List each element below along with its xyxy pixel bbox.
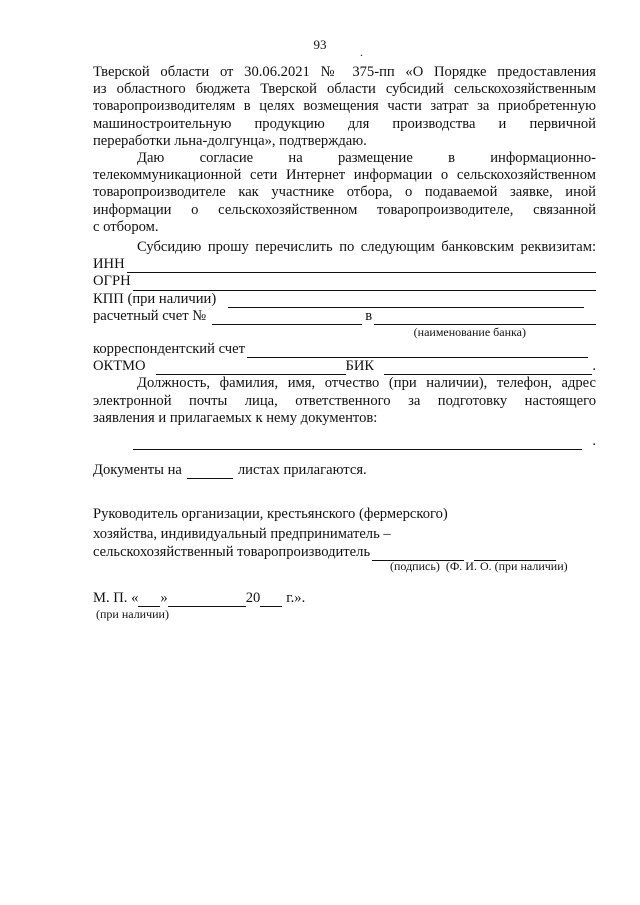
sheets-count-field[interactable] (187, 466, 233, 479)
paragraph-2-line: с отбором. (93, 218, 159, 235)
account-row (93, 308, 596, 325)
signature-line-3: сельскохозяйственный товаропроизводитель (93, 544, 371, 560)
responsible-person-field[interactable] (133, 437, 582, 450)
decorative-dot: . (360, 45, 363, 59)
period: . (592, 433, 596, 450)
year-field[interactable] (260, 594, 282, 607)
documents-row (93, 462, 596, 479)
documents-suffix: листах прилагаются. (237, 462, 367, 479)
stamp-caption: (при наличии) (96, 607, 169, 621)
ogrn-label: ОГРН (93, 273, 131, 290)
bank-caption-row (93, 325, 596, 339)
paragraph-2-line: товаропроизводителе как участнике отбора, о подаваемой заявке, иной (93, 184, 596, 201)
mp-label: М. П. « (93, 590, 139, 606)
paragraph-3-line: электронной почты лица, ответственного за подготовку настоящего (93, 392, 596, 409)
bik-field[interactable] (384, 362, 592, 375)
oktmo-field[interactable] (156, 362, 346, 375)
ogrn-row (93, 273, 596, 290)
signature-caption (390, 559, 568, 573)
signature-line-1: Руководитель организации, крестьянского (фермерского) (93, 506, 448, 522)
account-field[interactable] (212, 312, 362, 325)
year-prefix: 20 (245, 590, 261, 606)
bank-caption: (наименование банка) (413, 325, 526, 340)
documents-label: Документы на (93, 462, 182, 479)
paragraph-1-line: из областного бюджета Тверской области субсидий сельскохозяйственным (93, 81, 596, 98)
oktmo-label: ОКТМО (93, 358, 146, 375)
kpp-field[interactable] (228, 295, 584, 308)
corr-account-row (93, 341, 596, 358)
stamp-date-row (93, 590, 305, 607)
paragraph-1-line: машиностроительную продукцию для производства и первичной (93, 115, 596, 132)
account-label: расчетный счет № (93, 307, 207, 324)
month-field[interactable] (168, 594, 246, 607)
paragraph-1-line: Тверской области от 30.06.2021 № 375-пп «О Порядке предоставления (93, 64, 596, 80)
signature-line-2: хозяйства, индивидуальный предприниматель – (93, 526, 391, 542)
kpp-label: КПП (при наличии) (93, 290, 217, 307)
ogrn-field[interactable] (133, 278, 596, 291)
caption-name: (Ф. И. О. (при наличии) (445, 559, 568, 573)
responsible-person-row (93, 433, 596, 450)
year-suffix: г.». (286, 590, 306, 606)
day-field[interactable] (138, 594, 160, 607)
bik-label: БИК (345, 358, 375, 375)
paragraph-1-line: переработки льна-долгунца», подтверждаю. (93, 132, 367, 149)
document-body (93, 64, 596, 479)
oktmo-row (93, 358, 596, 375)
paragraph-3-line: заявления и прилагаемых к нему документов: (93, 409, 378, 426)
page-number: 93 (313, 37, 327, 52)
corr-account-field[interactable] (247, 345, 588, 358)
bank-intro: Субсидию прошу перечислить по следующим банковским реквизитам: (137, 239, 596, 256)
paragraph-2-line: Даю согласие на размещение в информационно- (137, 150, 596, 167)
paragraph-2-line: информации о сельскохозяйственном товаропроизводителе, связанной (93, 201, 596, 218)
quote-close: » (160, 590, 168, 606)
corr-account-label: корреспондентский счет (93, 341, 245, 358)
paragraph-2-line: телекоммуникационной сети Интернет информации о сельскохозяйственном (93, 167, 596, 184)
bank-name-field[interactable] (374, 312, 596, 325)
inn-row (93, 256, 596, 273)
caption-sign: (подпись) (390, 559, 440, 573)
kpp-row (93, 291, 596, 308)
paragraph-3-line: Должность, фамилия, имя, отчество (при наличии), телефон, адрес (137, 375, 596, 392)
inn-field[interactable] (127, 260, 596, 273)
paragraph-1-line: товаропроизводителям в целях возмещения части затрат за приобретенную (93, 98, 596, 115)
inn-label: ИНН (93, 256, 125, 273)
period: . (592, 358, 596, 375)
in-bank-label: в (365, 307, 373, 324)
